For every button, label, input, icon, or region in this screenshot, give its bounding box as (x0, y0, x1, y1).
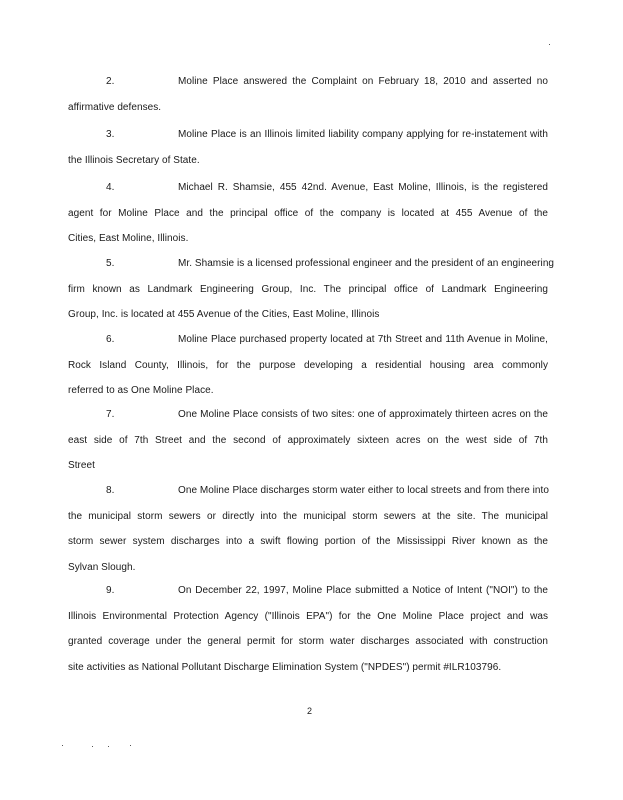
paragraph-line: Group, Inc. is located at 455 Avenue of the Cities, East Moline, Illinois (68, 309, 380, 320)
paragraph-line: firm known as Landmark Engineering Group, Inc. The principal office of Landmark Engineering (68, 283, 548, 295)
paragraph-line: site activities as National Pollutant Discharge Elimination System ("NPDES") permit #ILR103796. (68, 661, 502, 673)
paragraph-line: granted coverage under the general permit for storm water discharges associated with construction (68, 636, 548, 647)
paragraph-line (68, 478, 548, 504)
paragraph-number: 3. (106, 129, 115, 140)
scan-speck (62, 745, 63, 746)
paragraph-line (68, 175, 548, 201)
paragraph-text: Moline Place is an Illinois limited liability company applying for re-instatement with (178, 129, 548, 140)
paragraph-number: 4. (106, 182, 115, 193)
paragraph-text: One Moline Place discharges storm water either to local streets and from there into (178, 485, 549, 496)
paragraph-line: the municipal storm sewers or directly into the municipal storm sewers at the site. The municipal (68, 510, 548, 522)
paragraph-line (68, 251, 555, 277)
paragraph-text: One Moline Place consists of two sites: one of approximately thirteen acres on the (178, 409, 548, 420)
page-number: 2 (307, 706, 313, 716)
paragraph-4 (68, 175, 548, 252)
paragraph-line (68, 122, 548, 148)
paragraph-line: agent for Moline Place and the principal office of the company is located at 455 Avenue of the (68, 207, 548, 219)
paragraph-line: affirmative defenses. (68, 101, 162, 113)
paragraph-7 (68, 402, 548, 479)
paragraph-line: east side of 7th Street and the second of approximately sixteen acres on the west side of 7th (68, 434, 548, 446)
paragraph-text: On December 22, 1997, Moline Place submitted a Notice of Intent ("NOI") to the (178, 585, 548, 596)
paragraph-number: 5. (106, 258, 115, 269)
paragraph-number: 9. (106, 585, 115, 596)
paragraph-text: Mr. Shamsie is a licensed professional engineer and the president of an engineering (178, 258, 555, 269)
paragraph-8 (68, 478, 548, 580)
paragraph-line (68, 327, 548, 353)
paragraph-line (68, 69, 548, 95)
paragraph-text: Michael R. Shamsie, 455 42nd. Avenue, East Moline, Illinois, is the registered (178, 182, 548, 193)
paragraph-number: 7. (106, 409, 115, 420)
paragraph-line: Rock Island County, Illinois, for the purpose developing a residential housing area commonly (68, 359, 548, 371)
paragraph-line: Illinois Environmental Protection Agency ("Illinois EPA") for the One Moline Place project and was (68, 610, 548, 622)
paragraph-line: storm sewer system discharges into a swift flowing portion of the Mississippi River known as the (68, 536, 548, 547)
paragraph-line (68, 402, 548, 428)
paragraph-number: 6. (106, 334, 115, 345)
paragraph-3 (68, 122, 548, 173)
paragraph-number: 2. (106, 76, 115, 87)
paragraph-number: 8. (106, 485, 115, 496)
paragraph-line: Street (68, 460, 95, 471)
paragraph-line: referred to as One Moline Place. (68, 385, 214, 396)
paragraph-text: Moline Place answered the Complaint on February 18, 2010 and asserted no (178, 76, 548, 87)
scan-speck (130, 745, 131, 746)
paragraph-6 (68, 327, 548, 404)
paragraph-9 (68, 578, 548, 680)
paragraph-line: Cities, East Moline, Illinois. (68, 233, 189, 244)
paragraph-2 (68, 69, 548, 120)
paragraph-line: Sylvan Slough. (68, 561, 136, 573)
scan-speck (549, 44, 550, 45)
paragraph-5 (68, 251, 555, 328)
paragraph-line: the Illinois Secretary of State. (68, 154, 200, 166)
paragraph-text: Moline Place purchased property located at 7th Street and 11th Avenue in Moline, (178, 334, 548, 345)
scan-speck (92, 746, 93, 747)
scan-speck (108, 746, 109, 747)
paragraph-line (68, 578, 548, 604)
